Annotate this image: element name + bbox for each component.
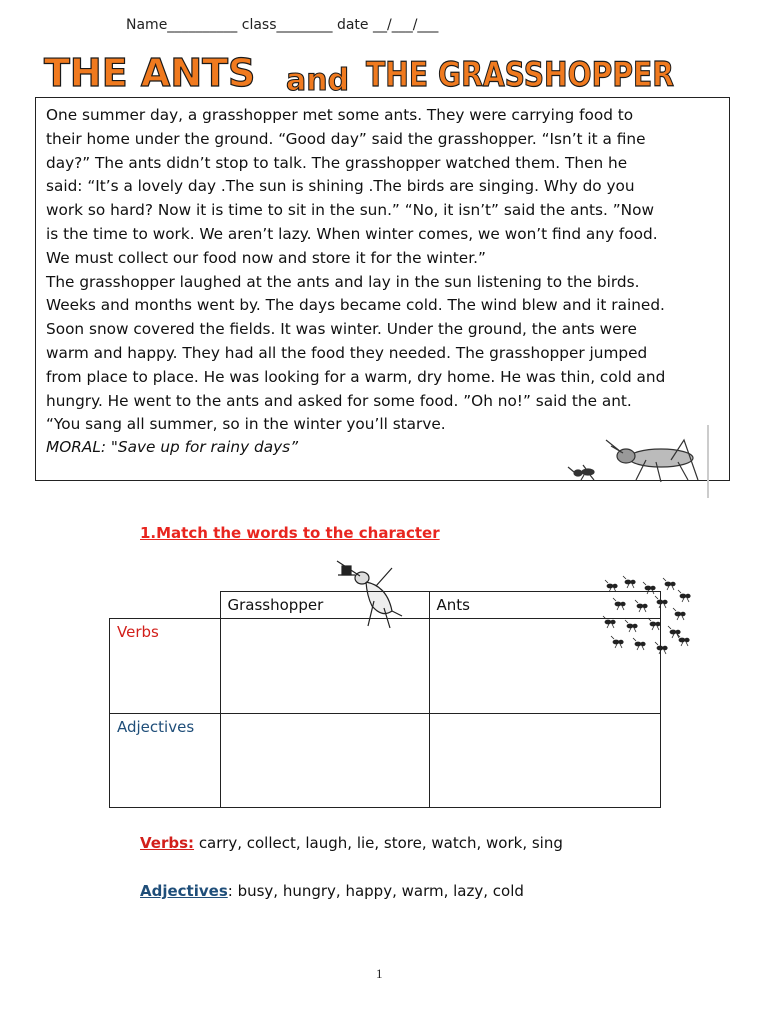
- story-line: work so hard? Now it is time to sit in the sun.” “No, it isn’t” said the ants. ”Now: [46, 201, 654, 220]
- ant-icon: [673, 608, 685, 620]
- ant-icon: [678, 590, 690, 602]
- adjectives-label: Adjectives: [140, 882, 228, 900]
- ant-icon: [648, 618, 660, 630]
- ant-icon: [668, 626, 680, 638]
- row-header-verbs: Verbs: [110, 619, 221, 714]
- verbs-list: carry, collect, laugh, lie, store, watch, work, sing: [198, 834, 563, 852]
- story-line: We must collect our food now and store it for the winter.”: [46, 248, 486, 267]
- story-line: “You sang all summer, so in the winter you’ll starve.: [46, 415, 446, 434]
- ant-icon: [605, 580, 617, 592]
- title-part-and: and: [286, 63, 350, 98]
- story-line: Soon snow covered the fields. It was winter. Under the ground, the ants were: [46, 320, 637, 339]
- story-line: from place to place. He was looking for a warm, dry home. He was thin, cold and: [46, 367, 666, 386]
- student-info-line: Name__________ class________ date __/___/___: [126, 17, 439, 33]
- story-line: One summer day, a grasshopper met some ants. They were carrying food to: [46, 106, 634, 124]
- verbs-label: Verbs: [140, 834, 189, 852]
- ant-icon: [635, 600, 647, 612]
- ant-icon: [613, 598, 625, 610]
- column-header-grasshopper: Grasshopper: [220, 592, 429, 619]
- matching-table: [109, 591, 661, 808]
- ant-icon: [663, 578, 675, 590]
- ant-icon: [625, 620, 637, 632]
- story-line: their home under the ground. “Good day” said the grasshopper. “Isn’t it a fine: [46, 129, 646, 148]
- table-corner-cell: [110, 592, 221, 619]
- title-part-ants: THE ANTS: [44, 51, 256, 95]
- exercise-heading: 1.Match the words to the character: [140, 524, 440, 542]
- story-line: is the time to work. We aren’t lazy. When winter comes, we won’t find any food.: [46, 225, 658, 243]
- story-line: The grasshopper laughed at the ants and lay in the sun listening to the birds.: [46, 272, 640, 291]
- column-header-ants: Ants: [429, 592, 661, 619]
- story-moral: MORAL: "Save up for rainy days”: [46, 438, 299, 456]
- answer-cell-grasshopper-verbs[interactable]: [220, 619, 429, 714]
- answer-cell-ants-adjectives[interactable]: [429, 713, 661, 808]
- story-line: day?” The ants didn’t stop to talk. The grasshopper watched them. Then he: [46, 153, 628, 172]
- verbs-word-bank: Verbs: carry, collect, laugh, lie, store, watch, work, sing: [140, 834, 563, 852]
- story-line: said: “It’s a lovely day .The sun is shining .The birds are singing. Why do you: [46, 177, 635, 196]
- ants-group-illustration: [598, 574, 693, 659]
- story-line: hungry. He went to the ants and asked for some food. ”Oh no!” said the ant.: [46, 391, 632, 410]
- ant-icon: [633, 638, 645, 650]
- ant-and-grasshopper-illustration: [566, 420, 716, 500]
- adjectives-word-bank: Adjectives: busy, hungry, happy, warm, lazy, cold: [140, 882, 524, 900]
- answer-cell-grasshopper-adjectives[interactable]: [220, 713, 429, 808]
- adjectives-list: busy, hungry, happy, warm, lazy, cold: [237, 882, 524, 900]
- worksheet-title: [44, 48, 684, 98]
- ant-icon: [603, 616, 615, 628]
- ant-icon: [655, 596, 667, 608]
- ant-icon: [655, 642, 667, 654]
- story-line: Weeks and months went by. The days became cold. The wind blew and it rained.: [46, 296, 665, 315]
- row-header-adjectives: Adjectives: [110, 713, 221, 808]
- ant-icon: [611, 636, 623, 648]
- title-part-grasshopper: THE GRASSHOPPER: [366, 55, 674, 95]
- ant-icon: [623, 576, 635, 588]
- ant-icon: [677, 634, 689, 646]
- ant-icon: [643, 582, 655, 594]
- page-number: 1: [376, 966, 383, 981]
- story-line: warm and happy. They had all the food they needed. The grasshopper jumped: [46, 344, 648, 362]
